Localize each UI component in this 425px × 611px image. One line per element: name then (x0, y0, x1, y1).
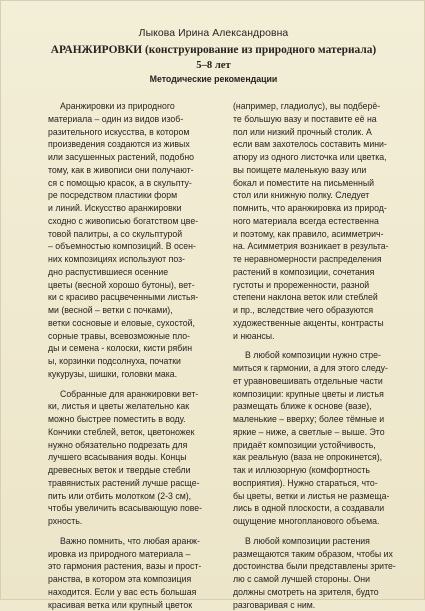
text-line: и поэтому, как правило, асимметрич- (233, 228, 405, 241)
text-line: травянистых растений лучше расще- (48, 477, 223, 490)
text-line: ки, листья и цветы желательно как (48, 400, 223, 413)
text-line: тому, как в живописи они получают- (48, 164, 223, 177)
text-line: – объемностью композиций. В осен- (48, 240, 223, 253)
text-line: миться к гармонии, а для этого следу- (233, 362, 405, 375)
text-line: на. Асимметрия возникает в результа- (233, 240, 405, 253)
paragraph-gap (48, 381, 223, 388)
text-column-left (48, 100, 223, 611)
text-line: сходно с живописью богатством цве- (48, 215, 223, 228)
text-line: бы цветы, ветки и листья не размеща- (233, 490, 405, 503)
text-line: можно быстрее поместить в воду. (48, 413, 223, 426)
text-line: разительного искусства, в котором (48, 126, 223, 139)
text-line: материала – один из видов изоб- (48, 113, 223, 126)
text-line: лись в одной плоскости, а создавали (233, 502, 405, 515)
text-line: В любой композиции нужно стре- (233, 349, 405, 362)
text-line: так и иллюзорную (комфортность (233, 464, 405, 477)
text-line: ного материала всегда естественна (233, 215, 405, 228)
text-line: ми (весной – ветки с почками), (48, 304, 223, 317)
text-line: ощущение многопланового объема. (233, 515, 405, 528)
text-line: если вам захотелось составить мини- (233, 138, 405, 151)
text-line: это гармония растения, вазы и прост- (48, 560, 223, 573)
text-line: те большую вазу и поставите её на (233, 113, 405, 126)
text-line: маленькие – вверху; более тёмные и (233, 413, 405, 426)
text-line: и линий. Искусство аранжировки (48, 202, 223, 215)
text-line: должны смотреть на зрителя, будто (233, 586, 405, 599)
text-line: древесных веток и твердые стебли (48, 464, 223, 477)
text-line: Важно помнить, что любая аранж- (48, 535, 223, 548)
text-line: степени наклона веток или стеблей (233, 291, 405, 304)
text-line: чтобы увеличить всасывающую пове- (48, 502, 223, 515)
text-line: густоты и прореженности, разной (233, 279, 405, 292)
text-line: дно распустившиеся осенние (48, 266, 223, 279)
text-line: нужно обязательно подрезать для (48, 439, 223, 452)
text-line: Кончики стеблей, веток, цветоножек (48, 426, 223, 439)
text-line: лю с самой лучшей стороны. Они (233, 573, 405, 586)
author-name: Лыкова Ирина Александровна (1, 28, 425, 39)
text-line: композиции: крупные цветы и листья (233, 388, 405, 401)
text-line: произведения создаются из живых (48, 138, 223, 151)
text-line: ет уравновешивать отдельные части (233, 375, 405, 388)
paragraph-gap (233, 342, 405, 349)
text-line: пол или низкий прочный столик. А (233, 126, 405, 139)
age-range: 5–8 лет (1, 60, 425, 71)
document-type: Методические рекомендации (1, 74, 425, 84)
text-line: Аранжировки из природного (48, 100, 223, 113)
text-line: сорные травы, всевозможные пло- (48, 330, 223, 343)
text-line: находится. Если у вас есть большая (48, 586, 223, 599)
text-line: лучшего всасывания воды. Концы (48, 451, 223, 464)
text-line: Собранные для аранжировки вет- (48, 388, 223, 401)
text-line: ветки сосновые и еловые, сухостой, (48, 317, 223, 330)
text-line: вы поищете маленькую вазу или (233, 164, 405, 177)
text-line: пить или отбить молотком (2-3 см), (48, 490, 223, 503)
text-line: ре посредством пластики форм (48, 189, 223, 202)
text-line: разговаривая с ним. (233, 599, 405, 611)
text-line: размещать ближе к основе (вазе), (233, 400, 405, 413)
text-line: или засушенных растений, подобно (48, 151, 223, 164)
text-line: стол или книжную полку. Следует (233, 189, 405, 202)
paragraph-gap (48, 528, 223, 535)
text-line: рхность. (48, 515, 223, 528)
text-line: те неравномерности распределения (233, 253, 405, 266)
text-line: растений в композиции, сочетания (233, 266, 405, 279)
text-line: цветы (весной хорошо бутоны), вет- (48, 279, 223, 292)
text-line: восприятия). Нужно стараться, что- (233, 477, 405, 490)
text-line: атюру из одного листочка или цветка, (233, 151, 405, 164)
text-line: кукурузы, шишки, головки мака. (48, 368, 223, 381)
text-line: В любой композиции растения (233, 535, 405, 548)
text-line: ы, корзинки подсолнуха, початки (48, 355, 223, 368)
text-line: бокал и поместите на письменный (233, 177, 405, 190)
text-line: и нюансы. (233, 330, 405, 343)
text-line: художественные акценты, контрасты (233, 317, 405, 330)
text-line: красивая ветка или крупный цветок (48, 599, 223, 611)
text-line: и пр., вследствие чего образуются (233, 304, 405, 317)
text-line: ранства, в котором эта композиция (48, 573, 223, 586)
text-line: ды и семена - колоски, кисти рябин (48, 342, 223, 355)
text-line: ировка из природного материала – (48, 548, 223, 561)
text-line: них композициях используют поз- (48, 253, 223, 266)
text-line: яркие – ниже, а светлые – выше. Это (233, 426, 405, 439)
text-line: помнить, что аранжировка из природ- (233, 202, 405, 215)
text-line: ки с красиво расцвеченными листья- (48, 291, 223, 304)
text-line: ся с помощью красок, а в скульпту- (48, 177, 223, 190)
text-column-right (233, 100, 405, 611)
text-line: как реальную (ваза не опрокинется), (233, 451, 405, 464)
text-line: размещаются таким образом, чтобы их (233, 548, 405, 561)
page-title: АРАНЖИРОВКИ (конструирование из природного материала) (1, 44, 425, 56)
text-line: придаёт композиции устойчивость, (233, 439, 405, 452)
text-line: товой палитры, а со скульптурой (48, 228, 223, 241)
paragraph-gap (233, 528, 405, 535)
text-line: достоинства были представлены зрите- (233, 560, 405, 573)
text-line: (например, гладиолус), вы подберё- (233, 100, 405, 113)
